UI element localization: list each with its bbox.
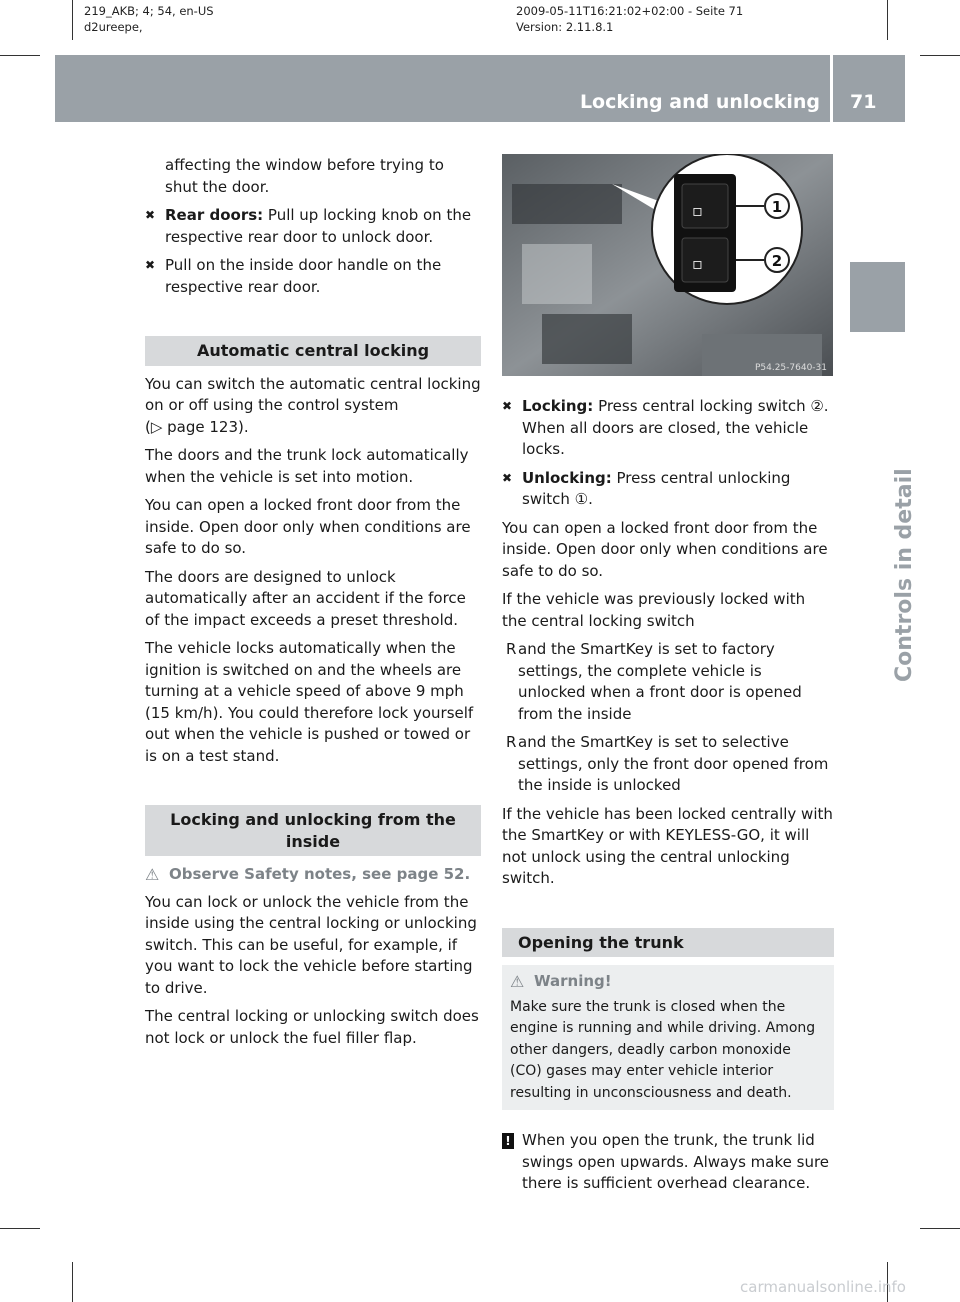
continued-text: affecting the window before trying to shut the door. [165, 156, 444, 196]
warning-triangle-icon: ⚠ [510, 972, 525, 991]
arrow-bullet-icon: ✖ [502, 470, 513, 485]
svg-text:▫: ▫ [692, 254, 703, 273]
paragraph: If the vehicle has been locked centrally with the SmartKey or with KEYLESS-GO, it will not unlock using the central unlocking switch. [502, 804, 833, 887]
meta-line: d2ureepe, [84, 20, 143, 34]
meta-line: 2009-05-11T16:21:02+02:00 - Seite 71 [516, 4, 744, 18]
section-heading: Automatic central locking [145, 336, 481, 366]
bullet-text: and the SmartKey is set to selective settings, only the front door opened from the inside is unlocked [518, 733, 829, 794]
paragraph: You can open a locked front door from the inside. Open door only when conditions are safe to do so. [145, 496, 471, 557]
crop-mark [0, 1228, 40, 1229]
warning-box [502, 965, 834, 1110]
caution-note [502, 1130, 834, 1195]
side-tab-label [860, 342, 917, 682]
bullet-text: Pull on the inside door handle on the respective rear door. [165, 256, 442, 296]
crop-mark [72, 1262, 73, 1302]
list-item [145, 255, 481, 298]
page-title: Locking and unlocking [579, 91, 820, 113]
callout-1: 1 [771, 198, 783, 216]
paragraph: The doors are designed to unlock automatically after an accident if the force of the impact exceeds a preset threshold. [145, 567, 466, 629]
paragraph: The vehicle locks automatically when the ignition is switched on and the wheels are turning at a vehicle speed of above 9 mph (15 km/h). You could therefore lock yourself out when the vehicle is pushed or towed or is on a test stand. [145, 639, 474, 765]
arrow-bullet-icon: ✖ [145, 208, 156, 222]
bullet-text: Pull up locking knob on the respective rear door to unlock door. [165, 206, 472, 246]
bullet-text: Press central unlocking switch ①. [522, 468, 791, 508]
meta-line: 219_AKB; 4; 54, en-US [84, 4, 214, 18]
photo-code: P54.25-7640-31 [754, 363, 827, 373]
section-heading: Opening the trunk [502, 928, 834, 958]
list-item [502, 639, 834, 725]
bullet-text: and the SmartKey is set to factory settings, the complete vehicle is unlocked when a front door is opened from the inside [518, 640, 802, 723]
dot-bullet: R [506, 640, 517, 658]
header-bar [55, 55, 905, 122]
bullet-bold: Unlocking: [522, 468, 612, 487]
bullet-text: Press central locking switch ②. When all doors are closed, the vehicle locks. [522, 397, 829, 458]
crop-mark [920, 55, 960, 56]
watermark: carmanualsonline.info [740, 1278, 906, 1296]
warning-title-text: Warning! [534, 972, 612, 990]
arrow-bullet-icon: ✖ [145, 258, 156, 272]
page-number: 71 [850, 91, 877, 113]
list-item [502, 396, 834, 461]
switch-photo [502, 154, 833, 376]
caution-text: When you open the trunk, the trunk lid swings open upwards. Always make sure there is sufficient overhead clearance. [522, 1131, 830, 1192]
crop-mark [920, 1228, 960, 1229]
safety-note [145, 864, 481, 886]
list-item [502, 732, 834, 797]
warning-triangle-icon: ⚠ [145, 865, 160, 884]
side-tab-text: Controls in detail [892, 468, 917, 682]
list-item [502, 468, 834, 511]
crop-mark [72, 0, 73, 40]
page-ref: (▷ page 123). [145, 417, 249, 436]
paragraph: The central locking or unlocking switch does not lock or unlock the fuel filler flap. [145, 1007, 479, 1047]
callout-2: 2 [771, 252, 783, 270]
meta-top-right [516, 3, 743, 35]
exclamation-icon: ! [502, 1133, 514, 1149]
section-heading: Locking and unlocking from the inside [145, 805, 481, 856]
arrow-bullet-icon: ✖ [502, 399, 513, 413]
paragraph-text: You can switch the automatic central locking on or off using the control system [145, 374, 481, 414]
note-text: Observe Safety notes, see page 52. [169, 865, 471, 883]
dot-bullet: R [506, 733, 517, 751]
meta-line: Version: 2.11.8.1 [516, 20, 614, 34]
list-item [145, 205, 481, 248]
warning-text: Make sure the trunk is closed when the engine is running and while driving. Among other dangers, deadly carbon monoxide (CO) gases may enter vehicle interior resulting in unconsciousness and death. [510, 998, 816, 1101]
crop-mark [0, 55, 40, 56]
svg-text:▫: ▫ [692, 201, 703, 220]
photo-illustration [502, 154, 833, 376]
paragraph: If the vehicle was previously locked with the central locking switch [502, 590, 806, 630]
meta-top-left [84, 3, 214, 35]
paragraph: You can open a locked front door from the inside. Open door only when conditions are safe to do so. [502, 518, 828, 580]
crop-mark [887, 0, 888, 40]
bullet-bold: Rear doors: [165, 206, 264, 224]
header-separator [830, 55, 833, 122]
paragraph: The doors and the trunk lock automatically when the vehicle is set into motion. [145, 446, 469, 486]
left-column [145, 155, 481, 1056]
paragraph [145, 374, 481, 439]
right-column [502, 396, 834, 1195]
warning-title [510, 971, 826, 993]
side-tab-marker [850, 262, 905, 332]
bullet-bold: Locking: [522, 397, 594, 415]
paragraph: You can lock or unlock the vehicle from the inside using the central locking or unlocking switch. This can be useful, for example, if you want to lock the vehicle before starting to drive. [145, 892, 477, 997]
